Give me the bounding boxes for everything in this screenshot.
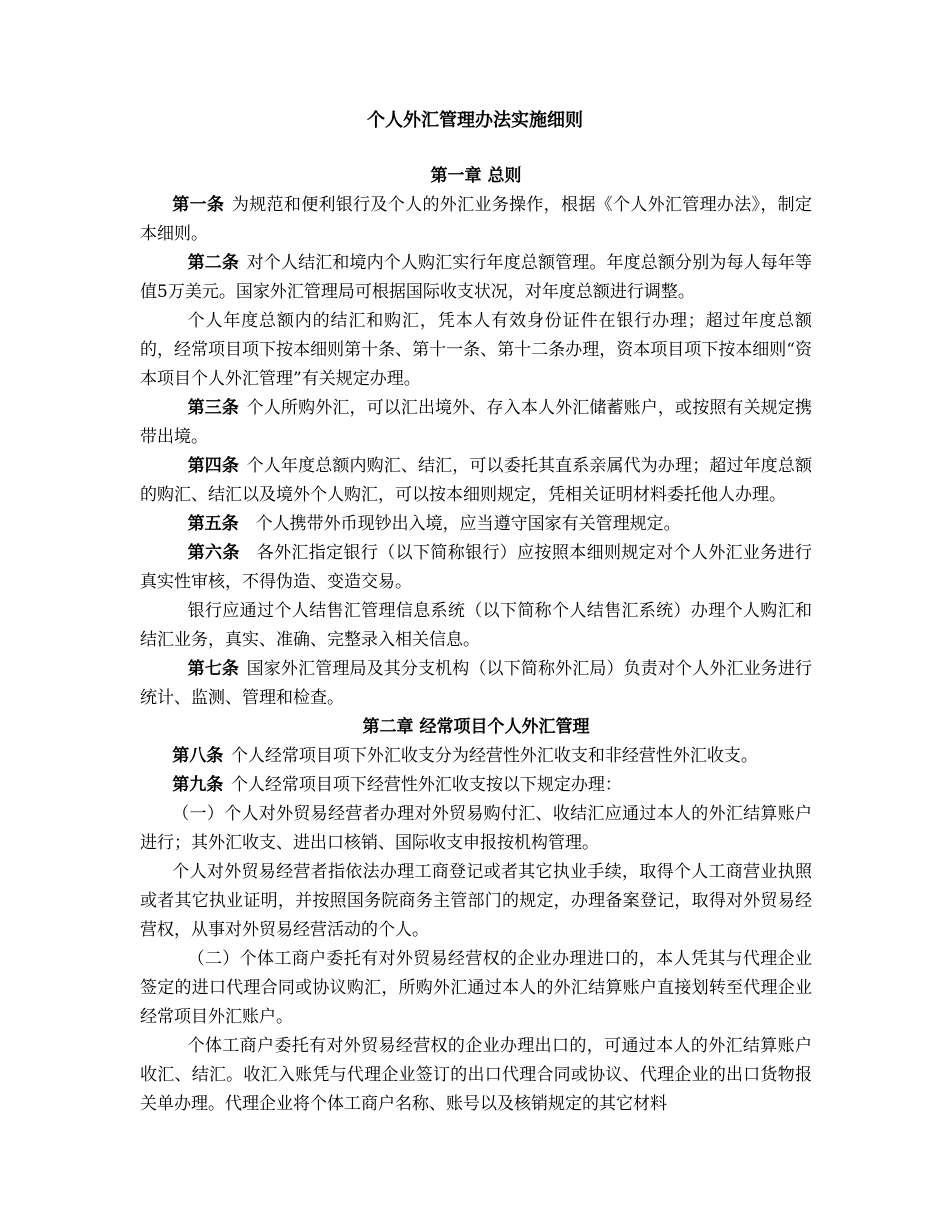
article-label: 第三条: [187, 398, 240, 418]
document-title: 个人外汇管理办法实施细则: [367, 110, 583, 131]
article-label: 第四条: [187, 456, 240, 476]
paragraph-text: （一）个人对外贸易经营者办理对外贸易购付汇、收结汇应通过本人的外汇结算账户进行；其外汇收支、进出口核销、国际收支申报按机构管理。: [140, 804, 812, 853]
article-paragraph: [140, 452, 812, 510]
article-paragraph: [140, 191, 812, 249]
article-paragraph: [140, 655, 812, 713]
paragraph: [140, 945, 812, 1032]
paragraph: [140, 858, 812, 945]
paragraph-text: 银行应通过个人结售汇管理信息系统（以下简称个人结售汇系统）办理个人购汇和结汇业务，真实、准确、完整录入相关信息。: [140, 601, 812, 650]
article-paragraph: [140, 249, 812, 307]
paragraph-text: 个体工商户委托有对外贸易经营权的企业办理出口的，可通过本人的外汇结算账户收汇、结汇。收汇入账凭与代理企业签订的出口代理合同或协议、代理企业的出口货物报关单办理。代理企业将个体工商户名称、账号以及核销规定的其它材料: [140, 1036, 812, 1114]
article-label: 第七条: [187, 659, 240, 679]
article-text: 对个人结汇和境内个人购汇实行年度总额管理。年度总额分别为每人每年等值5万美元。国家外汇管理局可根据国际收支状况，对年度总额进行调整。: [140, 253, 813, 302]
paragraph-text: 个人年度总额内的结汇和购汇，凭本人有效身份证件在银行办理；超过年度总额的，经常项目项下按本细则第十条、第十一条、第十二条办理，资本项目项下按本细则“资本项目个人外汇管理”有关规定办理。: [140, 311, 812, 389]
chapter-heading: 第一章 总则: [430, 166, 522, 186]
article-label: 第八条: [172, 746, 224, 766]
article-paragraph: [140, 394, 812, 452]
article-text: 个人携带外币现钞出入境，应当遵守国家有关管理规定。: [255, 514, 681, 534]
article-paragraph: [140, 510, 812, 539]
article-label: 第六条: [187, 543, 240, 563]
article-text: 各外汇指定银行（以下简称银行）应按照本细则规定对个人外汇业务进行真实性审核，不得伪造、变造交易。: [140, 543, 813, 592]
article-text: 国家外汇管理局及其分支机构（以下简称外汇局）负责对个人外汇业务进行统计、监测、管理和检查。: [140, 659, 813, 708]
paragraph-text: （二）个体工商户委托有对外贸易经营权的企业办理进口的，本人凭其与代理企业签定的进口代理合同或协议购汇，所购外汇通过本人的外汇结算账户直接划转至代理企业经常项目外汇账户。: [140, 949, 812, 1027]
paragraph: [140, 307, 812, 394]
article-paragraph: [140, 771, 812, 800]
article-text: 个人经常项目项下经营性外汇收支按以下规定办理：: [230, 775, 622, 795]
article-label: 第九条: [172, 775, 224, 795]
document-body: [140, 160, 812, 1119]
paragraph: [140, 1032, 812, 1119]
paragraph: [140, 597, 812, 655]
article-label: 第五条: [187, 514, 239, 534]
article-paragraph: [140, 539, 812, 597]
article-label: 第二条: [187, 253, 240, 273]
article-text: 个人所购外汇，可以汇出境外、存入本人外汇储蓄账户，或按照有关规定携带出境。: [140, 398, 813, 447]
article-text: 为规范和便利银行及个人的外汇业务操作，根据《个人外汇管理办法》，制定本细则。: [140, 195, 813, 244]
article-paragraph: [140, 742, 812, 771]
paragraph: [140, 800, 812, 858]
article-text: 个人年度总额内购汇、结汇，可以委托其直系亲属代为办理；超过年度总额的购汇、结汇以及境外个人购汇，可以按本细则规定，凭相关证明材料委托他人办理。: [140, 456, 813, 505]
article-text: 个人经常项目项下外汇收支分为经营性外汇收支和非经营性外汇收支。: [230, 746, 758, 766]
chapter-heading: 第二章 经常项目个人外汇管理: [362, 717, 590, 737]
paragraph-text: 个人对外贸易经营者指依法办理工商登记或者其它执业手续，取得个人工商营业执照或者其它执业证明，并按照国务院商务主管部门的规定，办理备案登记，取得对外贸易经营权，从事对外贸易经营活动的个人。: [140, 862, 812, 940]
article-label: 第一条: [172, 195, 225, 215]
